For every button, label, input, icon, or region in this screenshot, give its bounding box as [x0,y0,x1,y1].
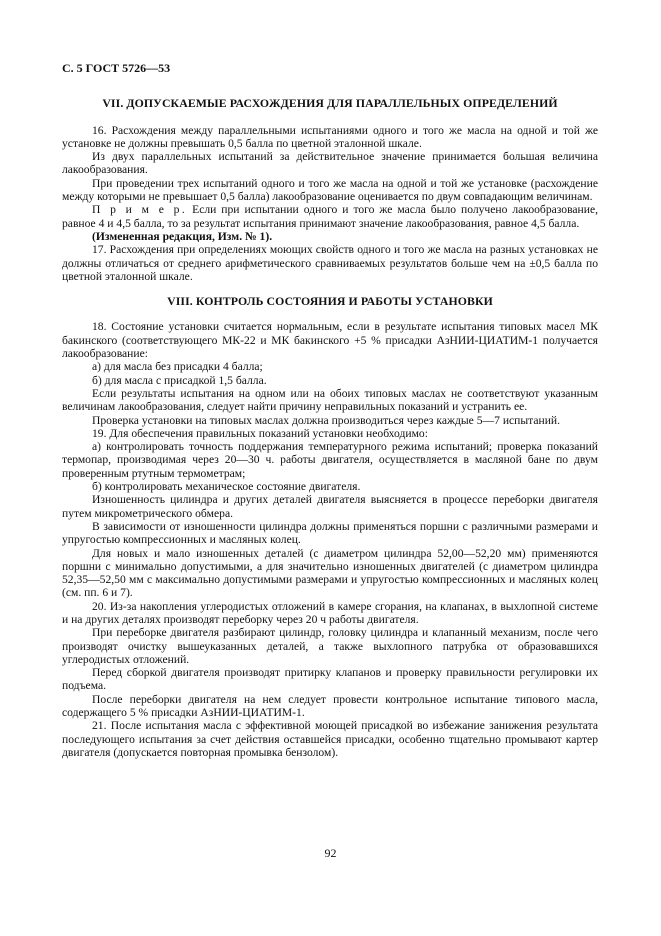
paragraph-21: 21. После испытания масла с эффективной моющей присадкой во избежание занижения результата последующего испытания за счет действия оставшейся присадки, особенно тщательно промывают картер двигателя (допускается повторная промывка бензолом). [62,719,598,759]
paragraph: При проведении трех испытаний одного и того же масла на одной и той же установке (расхождение между которыми не превышает 0,5 балла) лакообразование оценивается по двум совпадающим величинам. [62,176,598,204]
paragraph: В зависимости от изношенности цилиндра должны применяться поршни с различными размерами и упругостью компрессионных и масляных колец. [62,519,598,547]
paragraph: После переборки двигателя на нем следует провести контрольное испытание типового масла, содержащего 5 % присадки АзНИИ-ЦИАТИМ-1. [62,692,598,720]
example-text: Если при испытании одного и того же масла было получено лакообразование, равное 4 и 4,5 балла, то за результат испытания принимают значение лакообразования, равное 4,5 балла. [62,203,599,230]
paragraph: Изношенность цилиндра и других деталей двигателя выясняется в процессе переборки двигателя путем микрометрического обмера. [62,493,598,520]
list-item-a: а) для масла без присадки 4 балла; [92,360,263,374]
paragraph: Перед сборкой двигателя производят притирку клапанов и проверку правильности регулировки их подъема. [62,666,598,693]
list-item-a: а) контролировать точность поддержания температурного режима испытаний; проверка показаний термопар, производимая через 20—30 ч. работы двигателя, осуществляется в масляной бане по двум проверенным ртутным термометрам; [62,440,598,480]
list-item-b: б) контролировать механическое состояние двигателя. [92,480,361,494]
list-item-b: б) для масла с присадкой 1,5 балла. [92,373,267,387]
paragraph: Если результаты испытания на одном или на обоих типовых маслах не соответствуют указанным величинам лакообразования, следует найти причину неправильных показаний и устранить ее. [62,386,598,414]
paragraph: Проверка установки на типовых маслах должна производиться через каждые 5—7 испытаний. [92,413,561,427]
example-label: П р и м е р. [92,203,188,217]
paragraph-16: 16. Расхождения между параллельными испытаниями одного и того же масла на одной и той же установке не должны превышать 0,5 балла по цветной эталонной шкале. [62,123,598,150]
paragraph-18: 18. Состояние установки считается нормальным, если в результате испытания типовых масел МК бакинского (соответствующего МК-22 и МК бакинского +5 % присадки АзНИИ-ЦИАТИМ-1 получается лакообразование: [62,320,598,361]
amendment-note: (Измененная редакция, Изм. № 1). [92,229,273,243]
paragraph: Из двух параллельных испытаний за действительное значение принимается большая величина лакообразования. [62,150,598,177]
page-number: 92 [324,846,337,860]
paragraph-17: 17. Расхождения при определениях моющих свойств одного и того же масла на разных установках не должны отличаться от среднего арифметического сравниваемых результатов больше чем на ±0,5 балла по цветной эталонной шкале. [62,243,598,283]
paragraph-20: 20. Из-за накопления углеродистых отложений в камере сгорания, на клапанах, в выхлопной системе и на других деталях производят переборку через 20 ч работы двигателя. [62,599,598,626]
example-paragraph [62,203,598,230]
paragraph: При переборке двигателя разбирают цилиндр, головку цилиндра и клапанный механизм, после чего производят очистку вышеуказанных деталей, а также выхлопного патрубка от образовавшихся углеродистых отложений. [62,626,598,666]
section-title-vii: VII. ДОПУСКАЕМЫЕ РАСХОЖДЕНИЯ ДЛЯ ПАРАЛЛЕЛЬНЫХ ОПРЕДЕЛЕНИЙ [102,96,558,111]
running-header: С. 5 ГОСТ 5726—53 [62,61,171,75]
paragraph-19: 19. Для обеспечения правильных показаний установки необходимо: [92,426,428,440]
document-page [62,62,598,759]
paragraph: Для новых и мало изношенных деталей (с диаметром цилиндра 52,00—52,20 мм) применяются поршни с минимально допустимыми, а для значительно изношенных двигателей (с диаметром цилиндра 52,35—52,50 мм с максимально допустимыми размерами и упругостью компрессионных и масляных колец (см. пп. 6 и 7). [62,546,598,600]
section-title-viii: VIII. КОНТРОЛЬ СОСТОЯНИЯ И РАБОТЫ УСТАНОВКИ [167,294,493,309]
